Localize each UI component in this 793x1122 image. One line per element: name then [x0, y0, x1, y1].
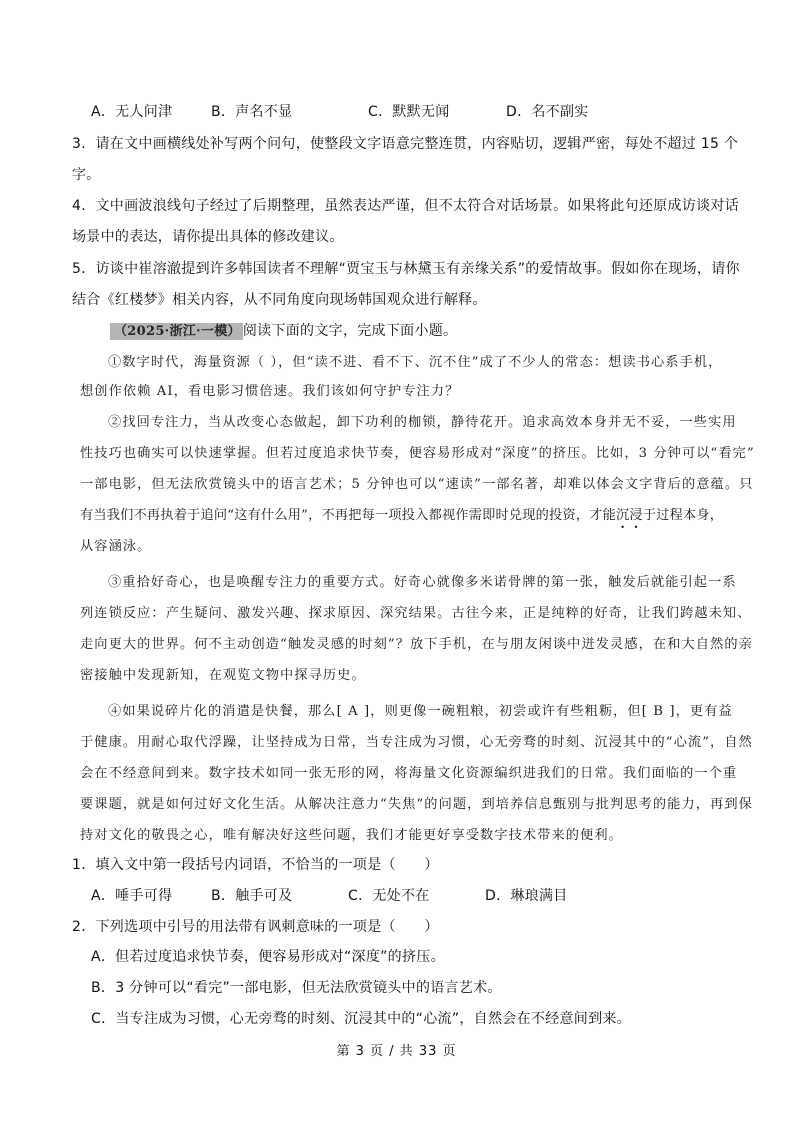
option-d: D．名不副实	[506, 104, 589, 120]
question-3-line1: 3．请在文中画横线处补写两个问句，使整段文字语意完整连贯，内容贴切，逻辑严密，每处不超过 15 个	[72, 136, 739, 152]
q2-choice-c: C．当专注成为习惯，心无旁骛的时刻、沉浸其中的“心流”，自然会在不经意间到来。	[91, 1011, 631, 1027]
passage-p2-line5: 从容涵泳。	[80, 539, 152, 554]
passage-p3-line3: 走向更大的世界。何不主动创造“触发灵感的时刻”？放下手机，在与朋友闲谈中迸发灵感，在和大自然的亲	[80, 637, 753, 652]
question-1-options	[91, 886, 568, 906]
prev-question-options	[91, 102, 589, 122]
passage-p4-line1: ④如果说碎片化的消遣是快餐，那么[ A ]，则更像一碗粗粮，初尝或许有些粗粝，但[ B ]，更有益	[108, 704, 733, 719]
q1-option-a: A．唾手可得	[91, 888, 173, 904]
question-1-stem: 1．填入文中第一段括号内词语，不恰当的一项是（ ）	[72, 857, 439, 873]
section-header	[110, 321, 457, 342]
passage-p2-line2: 性技巧也确实可以快速掌握。但若过度追求快节奏，便容易形成对“深度”的挤压。比如，3 分钟可以“看完”	[80, 446, 755, 461]
q1-option-d: D．琳琅满目	[485, 888, 568, 904]
page-number: 第 3 页 / 共 33 页	[336, 1044, 457, 1059]
question-4-line2: 场景中的表达，请你提出具体的修改建议。	[72, 229, 344, 245]
option-b: B．声名不显	[211, 104, 293, 120]
passage-p4-line4: 要课题，就是如何过好文化生活。从解决注意力“失焦”的问题，到培养信息甄别与批判思考的能力，再到保	[80, 797, 753, 812]
option-c: C．默默无闻	[368, 104, 450, 120]
q2-choice-b: B．3 分钟可以“看完”一部电影，但无法欣赏镜头中的语言艺术。	[91, 980, 502, 996]
passage-p3-line2: 列连锁反应：产生疑问、激发兴趣、探求原因、深究结果。古往今来，正是纯粹的好奇，让我们跨越未知、	[80, 606, 752, 621]
option-a: A．无人问津	[91, 104, 173, 120]
p2-line4-text-after: 于过程本身，	[642, 508, 724, 523]
passage-p1-line1: ①数字时代，海量资源（ ），但“读不进、看不下、沉不住”成了不少人的常态：想读书心系手机，	[108, 355, 723, 370]
passage-p2-line1: ②找回专注力，当从改变心态做起，卸下功利的枷锁，静待花开。追求高效本身并无不妥，一些实用	[108, 415, 737, 430]
emphasis-dot-char: 沉	[616, 508, 630, 523]
passage-p1-line2: 想创作依赖 AI，看电影习惯倍速。我们该如何守护专注力？	[80, 384, 460, 399]
passage-p2-line3: 一部电影，但无法欣赏镜头中的语言艺术；5 分钟也可以“速读”一部名著，却难以体会文字背后的意蕴。只	[80, 477, 754, 492]
question-3-line2: 字。	[72, 167, 101, 183]
passage-p3-line4: 密接触中发现新知，在观览文物中探寻历史。	[80, 668, 366, 683]
passage-p4-line5: 持对文化的敬畏之心，唯有解决好这些问题，我们才能更好享受数字技术带来的便利。	[80, 828, 623, 843]
emphasis-dot-char: 浸	[629, 508, 643, 523]
passage-p4-line2: 于健康。用耐心取代浮躁，让坚持成为日常，当专注成为习惯，心无旁骛的时刻、沉浸其中的“心流”，自然	[80, 735, 753, 750]
question-4-line1: 4．文中画波浪线句子经过了后期整理，虽然表达严谨，但不太符合对话场景。如果将此句还原成访谈对话	[72, 198, 740, 214]
section-instruction: 阅读下面的文字，完成下面小题。	[242, 323, 458, 339]
q1-option-b: B．触手可及	[211, 888, 293, 904]
passage-p2-line4	[80, 506, 723, 526]
question-5-line2: 结合《红楼梦》相关内容，从不同角度向现场韩国观众进行解释。	[72, 292, 487, 308]
passage-p4-line3: 会在不经意间到来。数字技术如同一张无形的网，将海量文化资源编织进我们的日常。我们面临的一个重	[80, 766, 738, 781]
p2-line4-text-before: 有当我们不再执着于追问“这有什么用”，不再把每一项投入都视作需即时兑现的投资，才能	[80, 508, 616, 523]
question-2-stem: 2．下列选项中引号的用法带有讽刺意味的一项是（ ）	[72, 919, 439, 935]
question-5-line1: 5．访谈中崔溶澈提到许多韩国读者不理解“贾宝玉与林黛玉有亲缘关系”的爱情故事。假如你在现场，请你	[72, 261, 740, 277]
q2-choice-a: A．但若过度追求快节奏，便容易形成对“深度”的挤压。	[91, 949, 445, 965]
passage-p3-line1: ③重拾好奇心，也是唤醒专注力的重要方式。好奇心就像多米诺骨牌的第一张，触发后就能引起一系	[108, 575, 737, 590]
source-tag: （2025·浙江·一模）	[110, 323, 243, 340]
q1-option-c: C．无处不在	[348, 888, 430, 904]
